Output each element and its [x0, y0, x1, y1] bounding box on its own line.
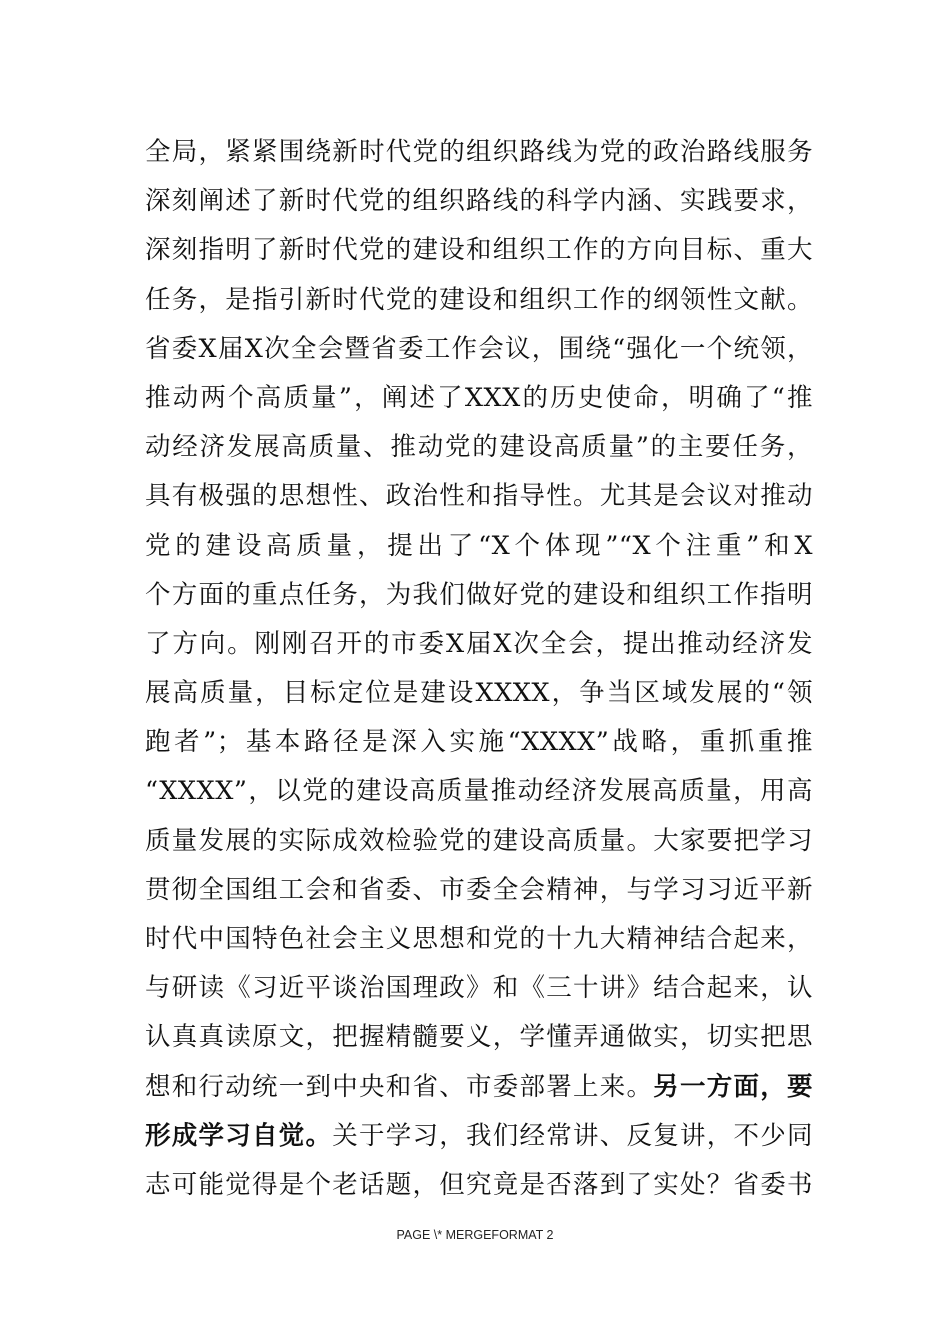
text-line: 推动两个高质量”，阐述了XXX的历史使命，明确了“推	[145, 382, 813, 413]
text-line: 展高质量，目标定位是建设XXXX，争当区域发展的“领	[145, 678, 813, 709]
text-line: 跑者”；基本路径是深入实施“XXXX”战略，重抓重推	[145, 727, 813, 758]
text-line-mixed	[145, 1063, 813, 1112]
text-line: 具有极强的思想性、政治性和指导性。尤其是会议对推动	[145, 481, 813, 512]
text-line: 志可能觉得是个老话题，但究竟是否落到了实处？省委书	[145, 1169, 813, 1200]
text-run: 想和行动统一到中央和省、市委部署上来。	[145, 1071, 654, 1102]
text-line: 了方向。刚刚召开的市委X届X次全会，提出推动经济发	[145, 628, 813, 659]
page-footer: PAGE \* MERGEFORMAT 2	[396, 1228, 554, 1242]
text-line: 动经济发展高质量、推动党的建设高质量”的主要任务，	[145, 432, 813, 463]
text-line: 深刻阐述了新时代党的组织路线的科学内涵、实践要求，	[145, 186, 813, 217]
body-text	[145, 128, 813, 1210]
text-line: 与研读《习近平谈治国理政》和《三十讲》结合起来，认	[145, 973, 813, 1004]
text-line: 质量发展的实际成效检验党的建设高质量。大家要把学习	[145, 825, 813, 856]
text-line: 省委X届X次全会暨省委工作会议，围绕“强化一个统领，	[145, 333, 813, 364]
text-line: 贯彻全国组工会和省委、市委全会精神，与学习习近平新	[145, 874, 813, 905]
text-line: 时代中国特色社会主义思想和党的十九大精神结合起来，	[145, 924, 813, 954]
text-line: 全局，紧紧围绕新时代党的组织路线为党的政治路线服务	[145, 137, 813, 167]
text-line: 深刻指明了新时代党的建设和组织工作的方向目标、重大	[145, 235, 813, 266]
text-line: 任务，是指引新时代党的建设和组织工作的纲领性文献。	[145, 284, 813, 315]
bold-heading-run: 另一方面，要	[653, 1071, 813, 1102]
text-line: 个方面的重点任务，为我们做好党的建设和组织工作指明	[145, 579, 813, 610]
text-line: 党的建设高质量，提出了“X个体现”“X个注重”和X	[145, 530, 813, 561]
text-line: 认真真读原文，把握精髓要义，学懂弄通做实，切实把思	[145, 1022, 813, 1053]
bold-heading-run: 形成学习自觉。	[145, 1120, 333, 1151]
text-line: “XXXX”，以党的建设高质量推动经济发展高质量，用高	[145, 776, 813, 807]
text-line-mixed	[145, 1112, 813, 1161]
text-run: 关于学习，我们经常讲、反复讲，不少同	[332, 1120, 813, 1151]
